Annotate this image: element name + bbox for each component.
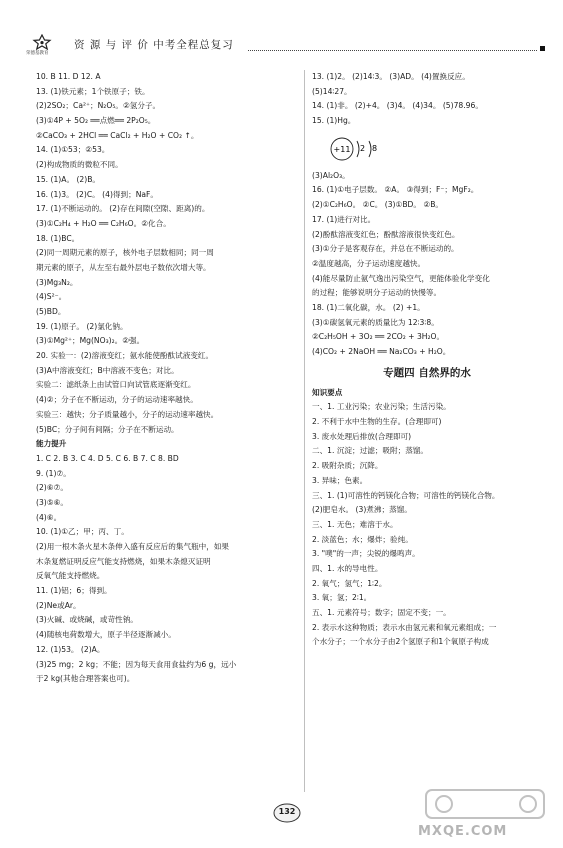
shell-2-electrons: 8 bbox=[372, 143, 378, 153]
answer-line: 18. (1)二氧化碳，水。 (2) +1。 bbox=[312, 302, 425, 312]
answer-line: 能力提升 bbox=[36, 439, 67, 449]
answer-line: (4)CO₂ + 2NaOH ══ Na₂CO₃ + H₂O。 bbox=[312, 347, 451, 356]
answer-line: (4)②；分子在不断运动，分子的运动速率越快。 bbox=[36, 395, 198, 405]
answer-line: (4)S²⁻。 bbox=[36, 292, 67, 302]
answer-line: (3)25 mg；2 kg；不能；因为每天食用食盐约为6 g，远小 bbox=[36, 659, 237, 669]
book-title: 资 源 与 评 价 中考全程总复习 bbox=[74, 39, 234, 51]
logo-caption: 荣德基教育 bbox=[26, 51, 49, 56]
nucleus-charge: +11 bbox=[333, 144, 351, 154]
star-logo-icon bbox=[30, 34, 54, 50]
answer-line: 2. 氧气；氢气；1∶2。 bbox=[312, 578, 387, 588]
answer-line: (3)①4P + 5O₂ ══点燃══ 2P₂O₅。 bbox=[36, 116, 156, 126]
page-number-badge bbox=[273, 803, 301, 823]
answer-line: 15. (1)Hg。 bbox=[312, 116, 356, 126]
shell-1-electrons: 2 bbox=[360, 143, 366, 153]
answer-line: (3)①C₂H₄ + H₂O ══ C₂H₆O。②化合。 bbox=[36, 218, 171, 228]
answer-line: 16. (1)3。 (2)C。 (4)得到；NaF。 bbox=[36, 189, 158, 199]
answer-line: 三、1. (1)可溶性的钙镁化合物；可溶性的钙镁化合物。 bbox=[312, 490, 500, 500]
right-answers-top bbox=[312, 70, 542, 129]
answer-line: 期元素的原子，从左至右最外层电子数依次增大等。 bbox=[36, 262, 211, 272]
answer-line: 13. (1)2。 (2)14∶3。 (3)AD。 (4)置换反应。 bbox=[312, 72, 470, 81]
answer-line: (2)构成物质的微粒不同。 bbox=[36, 160, 123, 170]
answer-line: (3)①碳氢氧元素的质量比为 12∶3∶8。 bbox=[312, 317, 439, 327]
answer-line: 3. 氧；氢；2∶1。 bbox=[312, 593, 372, 603]
right-answer-column bbox=[312, 70, 542, 650]
answer-line: (2)用一根木条火星木条伸入盛有反应后的集气瓶中，如果 bbox=[36, 542, 230, 551]
answer-line: 20. 实验一：(2)溶液变红；氨水能使酚酞试液变红。 bbox=[36, 351, 214, 361]
answer-line: (2)Ne或Ar。 bbox=[36, 600, 81, 610]
left-answer-column bbox=[36, 70, 298, 687]
answer-line: (3)火碱、或烧碱，或苛性钠。 bbox=[36, 615, 138, 625]
answer-line: 2. 吸附杂质；沉降。 bbox=[312, 461, 383, 471]
answer-line: 14. (1)非。 (2)+4。 (3)4。 (4)34。 (5)78.96。 bbox=[312, 101, 483, 111]
answer-line: 三、1. 无色；难溶于水。 bbox=[312, 519, 398, 529]
answer-line: ②CaCO₃ + 2HCl ══ CaCl₂ + H₂O + CO₂ ↑。 bbox=[36, 130, 199, 140]
section-title: 专题四 自然界的水 bbox=[383, 366, 471, 379]
watermark-logo-icon bbox=[418, 786, 558, 826]
answer-line: (2)同一周期元素的原子，核外电子层数相同；同一周 bbox=[36, 248, 214, 258]
header-end-marker bbox=[540, 46, 545, 51]
answer-line: 2. 不利于水中生物的生存。(合理即可) bbox=[312, 417, 442, 427]
answer-line: (2)①C₂H₆O。 ②C。 (3)①BD。 ②B。 bbox=[312, 200, 444, 210]
answer-line: (3)①Mg²⁺；Mg(NO₃)₂。②强。 bbox=[36, 336, 145, 346]
answer-line: 19. (1)原子。 (2)氯化钠。 bbox=[36, 321, 128, 331]
answer-line: (4)能尽量防止氨气逸出污染空气，更能体验化学变化 bbox=[312, 273, 490, 283]
publisher-logo bbox=[22, 34, 66, 58]
answer-line: 14. (1)①53；②53。 bbox=[36, 145, 110, 155]
answer-line: 反氧气能支持燃烧。 bbox=[36, 571, 105, 581]
answer-line: 四、1. 水的导电性。 bbox=[312, 563, 383, 573]
answer-line: (3)Mg₃N₂。 bbox=[36, 277, 78, 287]
answer-line: 13. (1)铁元素；1个铁原子；铁。 bbox=[36, 86, 150, 96]
answer-line: 3. 异味；色素。 bbox=[312, 475, 368, 485]
answer-line: 12. (1)53。 (2)A。 bbox=[36, 644, 105, 654]
answer-line: 9. (1)⑦。 bbox=[36, 468, 71, 478]
answer-line: (3)①分子是客观存在，并总在不断运动的。 bbox=[312, 244, 459, 254]
watermark bbox=[418, 786, 558, 842]
right-answers-mid bbox=[312, 169, 542, 360]
answer-line: 15. (1)A。 (2)B。 bbox=[36, 174, 101, 184]
watermark-text: MXQE.COM bbox=[418, 824, 508, 839]
answer-line: 18. (1)BC。 bbox=[36, 233, 80, 243]
answer-line: (2)⑥⑦。 bbox=[36, 483, 68, 493]
answer-line: 11. (1)铝；6；得到。 bbox=[36, 586, 112, 596]
answer-line: (3)Al₂O₃。 bbox=[312, 170, 350, 180]
answer-line: 实验二：滤纸条上由试管口向试管底逐渐变红。 bbox=[36, 380, 196, 390]
answer-line: ②C₂H₅OH + 3O₂ ══ 2CO₂ + 3H₂O。 bbox=[312, 332, 445, 342]
answer-line: 3. 废水处理后排放(合理即可) bbox=[312, 431, 412, 441]
answer-line: 2. 表示水这种物质；表示水由氢元素和氧元素组成；一 bbox=[312, 622, 497, 632]
atom-structure-icon bbox=[324, 129, 404, 169]
answer-line: 的过程；能够说明分子运动的快慢等。 bbox=[312, 288, 442, 298]
answer-line: 17. (1)进行对比。 bbox=[312, 214, 376, 224]
answer-line: 2. 淡蓝色；水；爆炸；验纯。 bbox=[312, 534, 413, 544]
answer-line: (5)14∶27。 bbox=[312, 86, 352, 96]
answer-line: (4)随核电荷数增大，原子半径逐渐减小。 bbox=[36, 630, 176, 640]
answer-line: (2)肥皂水。 (3)煮沸；蒸馏。 bbox=[312, 505, 412, 515]
sodium-ion-structure-diagram bbox=[312, 129, 542, 169]
answer-line: 二、1. 沉淀；过滤；吸附；蒸馏。 bbox=[312, 446, 428, 456]
page-number: 132 bbox=[278, 807, 296, 816]
column-divider bbox=[304, 70, 305, 792]
answer-line: ②温度越高，分子运动速度越快。 bbox=[312, 258, 426, 268]
answer-line: 知识要点 bbox=[312, 387, 343, 397]
answer-line: 实验三：越快；分子质量越小，分子的运动速率越快。 bbox=[36, 409, 219, 419]
answer-line: 16. (1)①电子层数。 ②A。 ③得到；F⁻；MgF₂。 bbox=[312, 185, 479, 195]
answer-line: 17. (1)不断运动的。 (2)存在间隙(空隙、距离)的。 bbox=[36, 204, 210, 214]
answer-line: (5)BC；分子间有间隔；分子在不断运动。 bbox=[36, 424, 179, 434]
header-dotted-rule bbox=[248, 50, 537, 51]
page-header bbox=[22, 34, 547, 60]
answer-line: (2)酚酞溶液变红色；酚酞溶液很快变红色。 bbox=[312, 229, 460, 239]
answer-line: 五、1. 元素符号；数字；固定不变；一。 bbox=[312, 608, 451, 617]
answer-line: (4)⑥。 bbox=[36, 512, 62, 522]
answer-line: (3)A中溶液变红；B中溶液不变色；对比。 bbox=[36, 365, 179, 375]
answer-line: 一、1. 工业污染；农业污染；生活污染。 bbox=[312, 402, 451, 412]
answer-line: 3. "噗"的一声；尖锐的爆鸣声。 bbox=[312, 549, 420, 559]
answer-line: 10. B 11. D 12. A bbox=[36, 72, 101, 81]
right-answers-bottom bbox=[312, 386, 542, 650]
answer-line: (3)⑤⑥。 bbox=[36, 497, 68, 507]
answer-line: (5)BD。 bbox=[36, 307, 66, 316]
answer-line: 于2 kg(其他合理答案也可)。 bbox=[36, 674, 135, 684]
answer-line: 1. C 2. B 3. C 4. D 5. C 6. B 7. C 8. BD bbox=[36, 453, 179, 463]
answer-line: (2)2SO₂；Ca²⁺；N₂O₅。②氢分子。 bbox=[36, 101, 161, 111]
answer-line: 木条复燃证明反应气能支持燃烧，如果木条熄灭证明 bbox=[36, 556, 211, 566]
answer-line: 个水分子；一个水分子由2个氢原子和1个氧原子构成 bbox=[312, 637, 489, 647]
answer-line: 10. (1)①乙；甲；丙、丁。 bbox=[36, 527, 129, 537]
